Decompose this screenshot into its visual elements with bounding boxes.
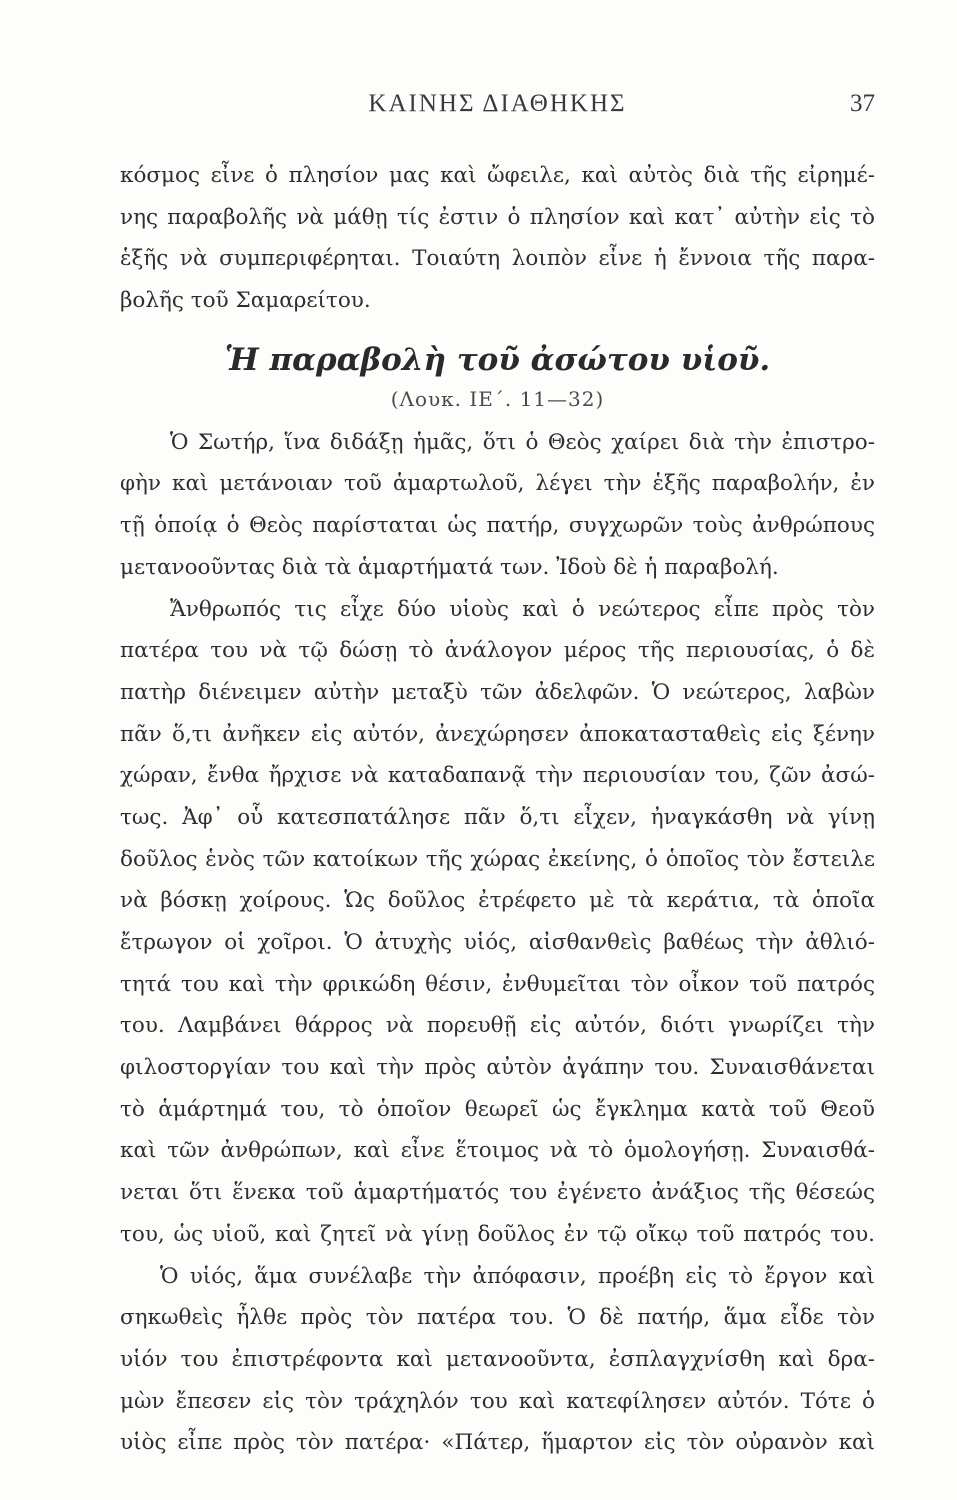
page-number: 37 [850, 90, 875, 117]
text-line: Ἄνθρωπός τις εἶχε δύο υἱοὺς καὶ ὁ νεώτερος εἶπε πρὸς τὸν [170, 596, 875, 622]
paragraph-3 [120, 1256, 875, 1464]
text-line: Ὁ Σωτήρ, ἵνα διδάξῃ ἡμᾶς, ὅτι ὁ Θεὸς χαίρει διὰ τὴν ἐπιστρο- [170, 429, 875, 455]
text-line: μετανοοῦντας διὰ τὰ ἁμαρτήματά των. Ἰδοὺ δὲ ἡ παραβολή. [120, 554, 779, 580]
paragraph-2 [120, 589, 875, 1256]
text-line: τως. Ἀφ᾽ οὗ κατεσπατάλησε πᾶν ὅ,τι εἶχεν, ἠναγκάσθη νὰ γίνῃ [120, 804, 875, 830]
text-line: πατὴρ διένειμεν αὐτὴν μεταξὺ τῶν ἀδελφῶν. Ὁ νεώτερος, λαβὼν [120, 679, 875, 705]
text-line: υἱὸς εἶπε πρὸς τὸν πατέρα· «Πάτερ, ἥμαρτον εἰς τὸν οὐρανὸν καὶ [120, 1430, 875, 1456]
text-line: κόσμος εἶνε ὁ πλησίον μας καὶ ὤφειλε, καὶ αὐτὸς διὰ τῆς εἰρημέ- [120, 163, 875, 188]
text-line: νὰ βόσκῃ χοίρους. Ὡς δοῦλος ἐτρέφετο μὲ τὰ κεράτια, τὰ ὁποῖα [120, 888, 875, 914]
opening-paragraph [120, 155, 875, 322]
text-line: του, ὡς υἱοῦ, καὶ ζητεῖ νὰ γίνῃ δοῦλος ἐν τῷ οἴκῳ τοῦ πατρός του. [120, 1221, 875, 1247]
text-line: μὼν ἔπεσεν εἰς τὸν τράχηλόν του καὶ κατεφίλησεν αὐτόν. Τότε ὁ [120, 1388, 875, 1414]
text-line: υἱόν του ἐπιστρέφοντα καὶ μετανοοῦντα, ἐσπλαγχνίσθη καὶ δρα- [120, 1346, 875, 1372]
running-title: ΚΑΙΝΗΣ ΔΙΑΘΗΚΗΣ [368, 90, 627, 117]
text-line: Ὁ υἱός, ἅμα συνέλαβε τὴν ἀπόφασιν, προέβη εἰς τὸ ἔργον καὶ [160, 1263, 875, 1289]
paragraph-1 [120, 422, 875, 589]
text-line: ἑξῆς νὰ συμπεριφέρηται. Τοιαύτη λοιπὸν εἶνε ἡ ἔννοια τῆς παρα- [120, 246, 875, 272]
text-line: ἔτρωγον οἱ χοῖροι. Ὁ ἀτυχὴς υἱός, αἰσθανθεὶς βαθέως τὴν ἀθλιό- [120, 930, 875, 955]
text-line: του. Λαμβάνει θάρρος νὰ πορευθῇ εἰς αὐτόν, διότι γνωρίζει τὴν [120, 1013, 875, 1039]
text-line: τὸ ἁμάρτημά του, τὸ ὁποῖον θεωρεῖ ὡς ἔγκλημα κατὰ τοῦ Θεοῦ [120, 1096, 875, 1122]
text-line: φὴν καὶ μετάνοιαν τοῦ ἁμαρτωλοῦ, λέγει τὴν ἑξῆς παραβολήν, ἐν [120, 471, 875, 497]
text-line: σηκωθεὶς ἦλθε πρὸς τὸν πατέρα του. Ὁ δὲ πατήρ, ἅμα εἶδε τὸν [120, 1305, 875, 1331]
running-head [120, 90, 875, 130]
text-line: χώραν, ἔνθα ἤρχισε νὰ καταδαπανᾷ τὴν περιουσίαν του, ζῶν ἀσώ- [120, 763, 875, 789]
text-line: τῇ ὁποίᾳ ὁ Θεὸς παρίσταται ὡς πατήρ, συγχωρῶν τοὺς ἀνθρώπους [120, 513, 875, 539]
text-line: πατέρα του νὰ τῷ δώσῃ τὸ ἀνάλογον μέρος τῆς περιουσίας, ὁ δὲ [120, 638, 875, 664]
text-line: βολῆς τοῦ Σαμαρείτου. [120, 288, 371, 314]
text-line: νης παραβολῆς νὰ μάθῃ τίς ἐστιν ὁ πλησίον καὶ κατ᾽ αὐτὴν εἰς τὸ [120, 204, 875, 230]
text-line: καὶ τῶν ἀνθρώπων, καὶ εἶνε ἕτοιμος νὰ τὸ ὁμολογήσῃ. Συναισθά- [120, 1138, 875, 1164]
body-text [120, 155, 875, 1464]
text-line: φιλοστοργίαν του καὶ τὴν πρὸς αὐτὸν ἀγάπην του. Συναισθάνεται [120, 1055, 875, 1081]
scripture-reference: (Λουκ. ΙΕ΄. 11—32) [390, 386, 605, 411]
text-line: πᾶν ὅ,τι ἀνῆκεν εἰς αὐτόν, ἀνεχώρησεν ἀποκατασταθεὶς εἰς ξένην [120, 721, 875, 747]
text-line: νεται ὅτι ἕνεκα τοῦ ἁμαρτήματός του ἐγένετο ἀνάξιος τῆς θέσεώς [120, 1180, 875, 1206]
text-line: δοῦλος ἑνὸς τῶν κατοίκων τῆς χώρας ἐκείνης, ὁ ὁποῖος τὸν ἔστειλε [120, 846, 875, 872]
section-heading: Ἡ παραβολὴ τοῦ ἀσώτου υἱοῦ. [224, 341, 771, 378]
text-line: τητά του καὶ τὴν φρικώδη θέσιν, ἐνθυμεῖται τὸν οἶκον τοῦ πατρός [120, 971, 875, 997]
